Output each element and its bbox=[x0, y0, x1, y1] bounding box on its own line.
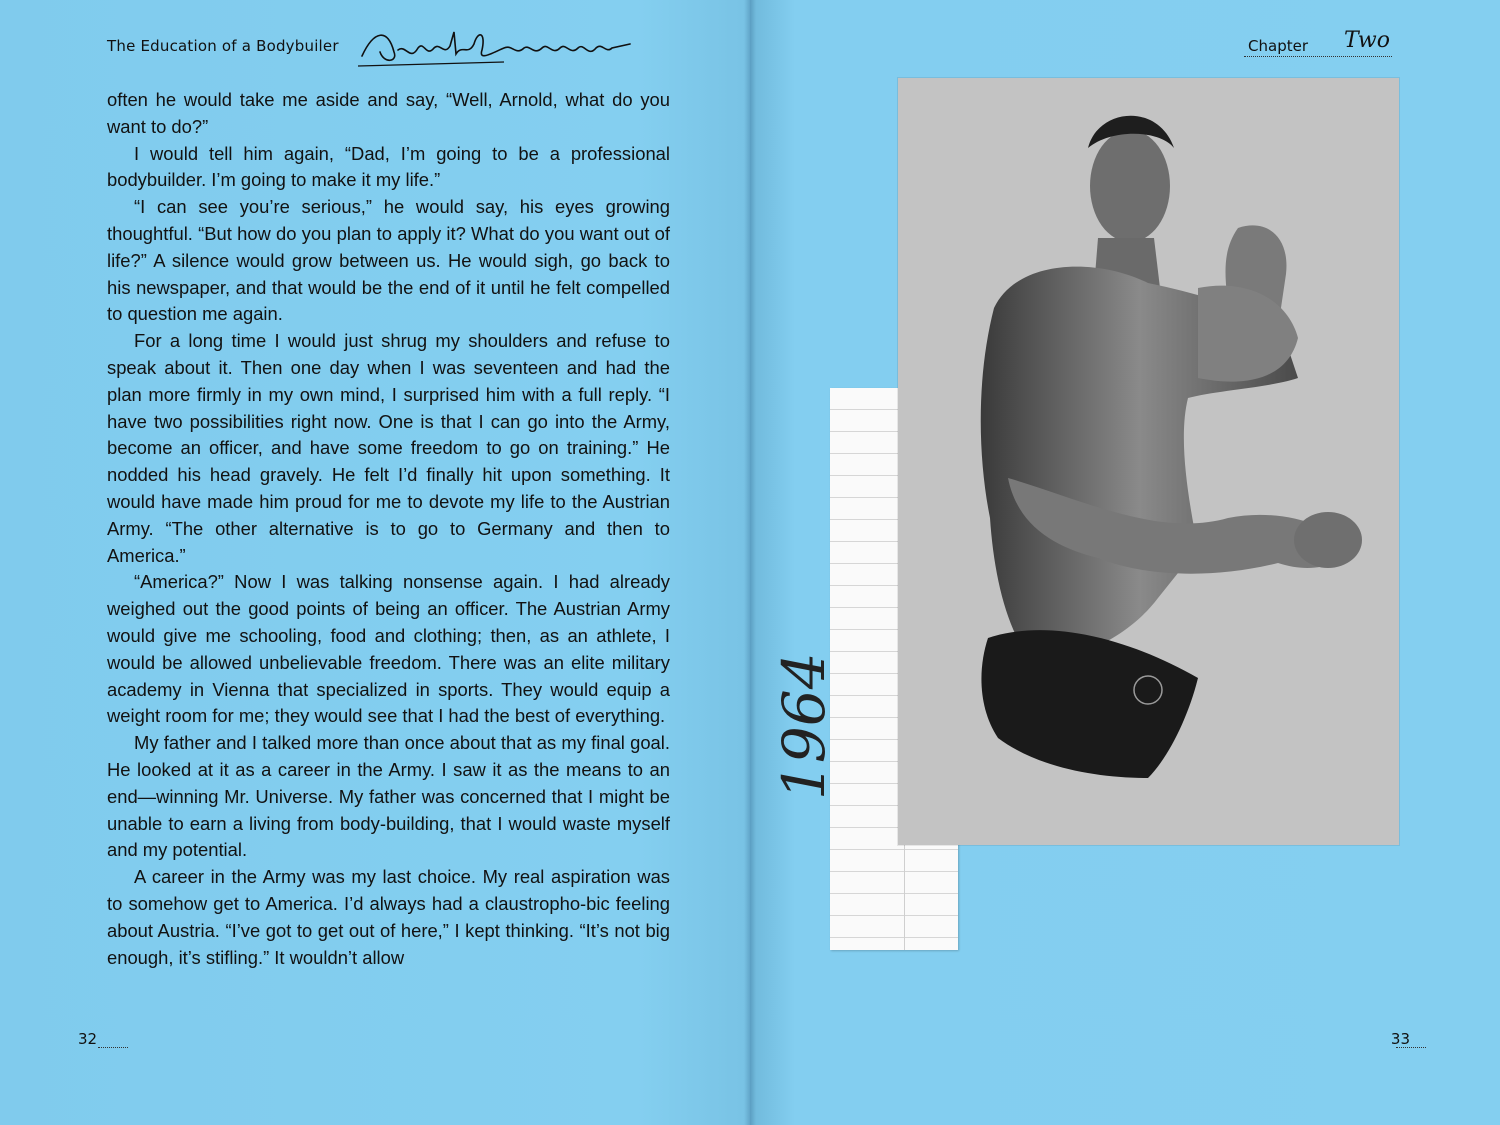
paragraph: “America?” Now I was talking nonsense again. I had already weighed out the good points of being an officer. The Austrian Army would give me schooling, food and clothing; then, as an athlete, I would be allowed unbelievable freedom. There was an elite military academy in Vienna that specialized in sports. They would equip a weight room for me; they would see that I had the best of everything. bbox=[107, 571, 670, 727]
body-text bbox=[107, 87, 670, 971]
folio-rule-right bbox=[1396, 1047, 1426, 1048]
chapter-number: Two bbox=[1344, 28, 1390, 53]
bodybuilder-photo bbox=[898, 78, 1399, 845]
page-number-right: 33 bbox=[1390, 1030, 1410, 1048]
paragraph: I would tell him again, “Dad, I’m going to be a professional bodybuilder. I’m going to make it my life.” bbox=[107, 142, 670, 191]
page-number-left: 32 bbox=[78, 1030, 98, 1048]
chapter-label: Chapter bbox=[1248, 37, 1308, 55]
signature-icon bbox=[354, 22, 634, 72]
paragraph: My father and I talked more than once about that as my final goal. He looked at it as a career in the Army. I saw it as the means to an end—winning Mr. Universe. My father was concerned that I might be unable to earn a living from body-building, that I would waste myself and my potential. bbox=[107, 732, 670, 861]
book-gutter bbox=[744, 0, 756, 1125]
chapter-rule bbox=[1244, 56, 1392, 57]
paragraph: For a long time I would just shrug my shoulders and refuse to speak about it. Then one day when I was seventeen and had the plan more firmly in my own mind, I surprised him with a full reply. “I have two possibilities right now. One is that I can go into the Army, become an officer, and have some freedom to go on training.” He nodded his head gravely. He felt I’d finally hit upon something. It would have made him proud for me to devote my life to the Austrian Army. “The other alternative is to go to Germany and then to America.” bbox=[107, 330, 670, 566]
paragraph: often he would take me aside and say, “Well, Arnold, what do you want to do?” bbox=[107, 89, 670, 137]
photo-year-label: 1964 bbox=[770, 652, 838, 800]
folio-rule-left bbox=[98, 1047, 128, 1048]
running-head: The Education of a Bodybuiler bbox=[107, 37, 339, 55]
paragraph: A career in the Army was my last choice. My real aspiration was to somehow get to America. I’d always had a claustropho-bic feeling about Austria. “I’ve got to get out of here,” I kept thinking. “It’s not big enough, it’s stifling.” It wouldn’t allow bbox=[107, 866, 670, 968]
paragraph: “I can see you’re serious,” he would say, his eyes growing thoughtful. “But how do you plan to apply it? What do you want out of life?” A silence would grow between us. He would sigh, go back to his newspaper, and that would be the end of it until he felt compelled to question me again. bbox=[107, 196, 670, 325]
bodybuilder-figure-icon bbox=[898, 78, 1399, 845]
